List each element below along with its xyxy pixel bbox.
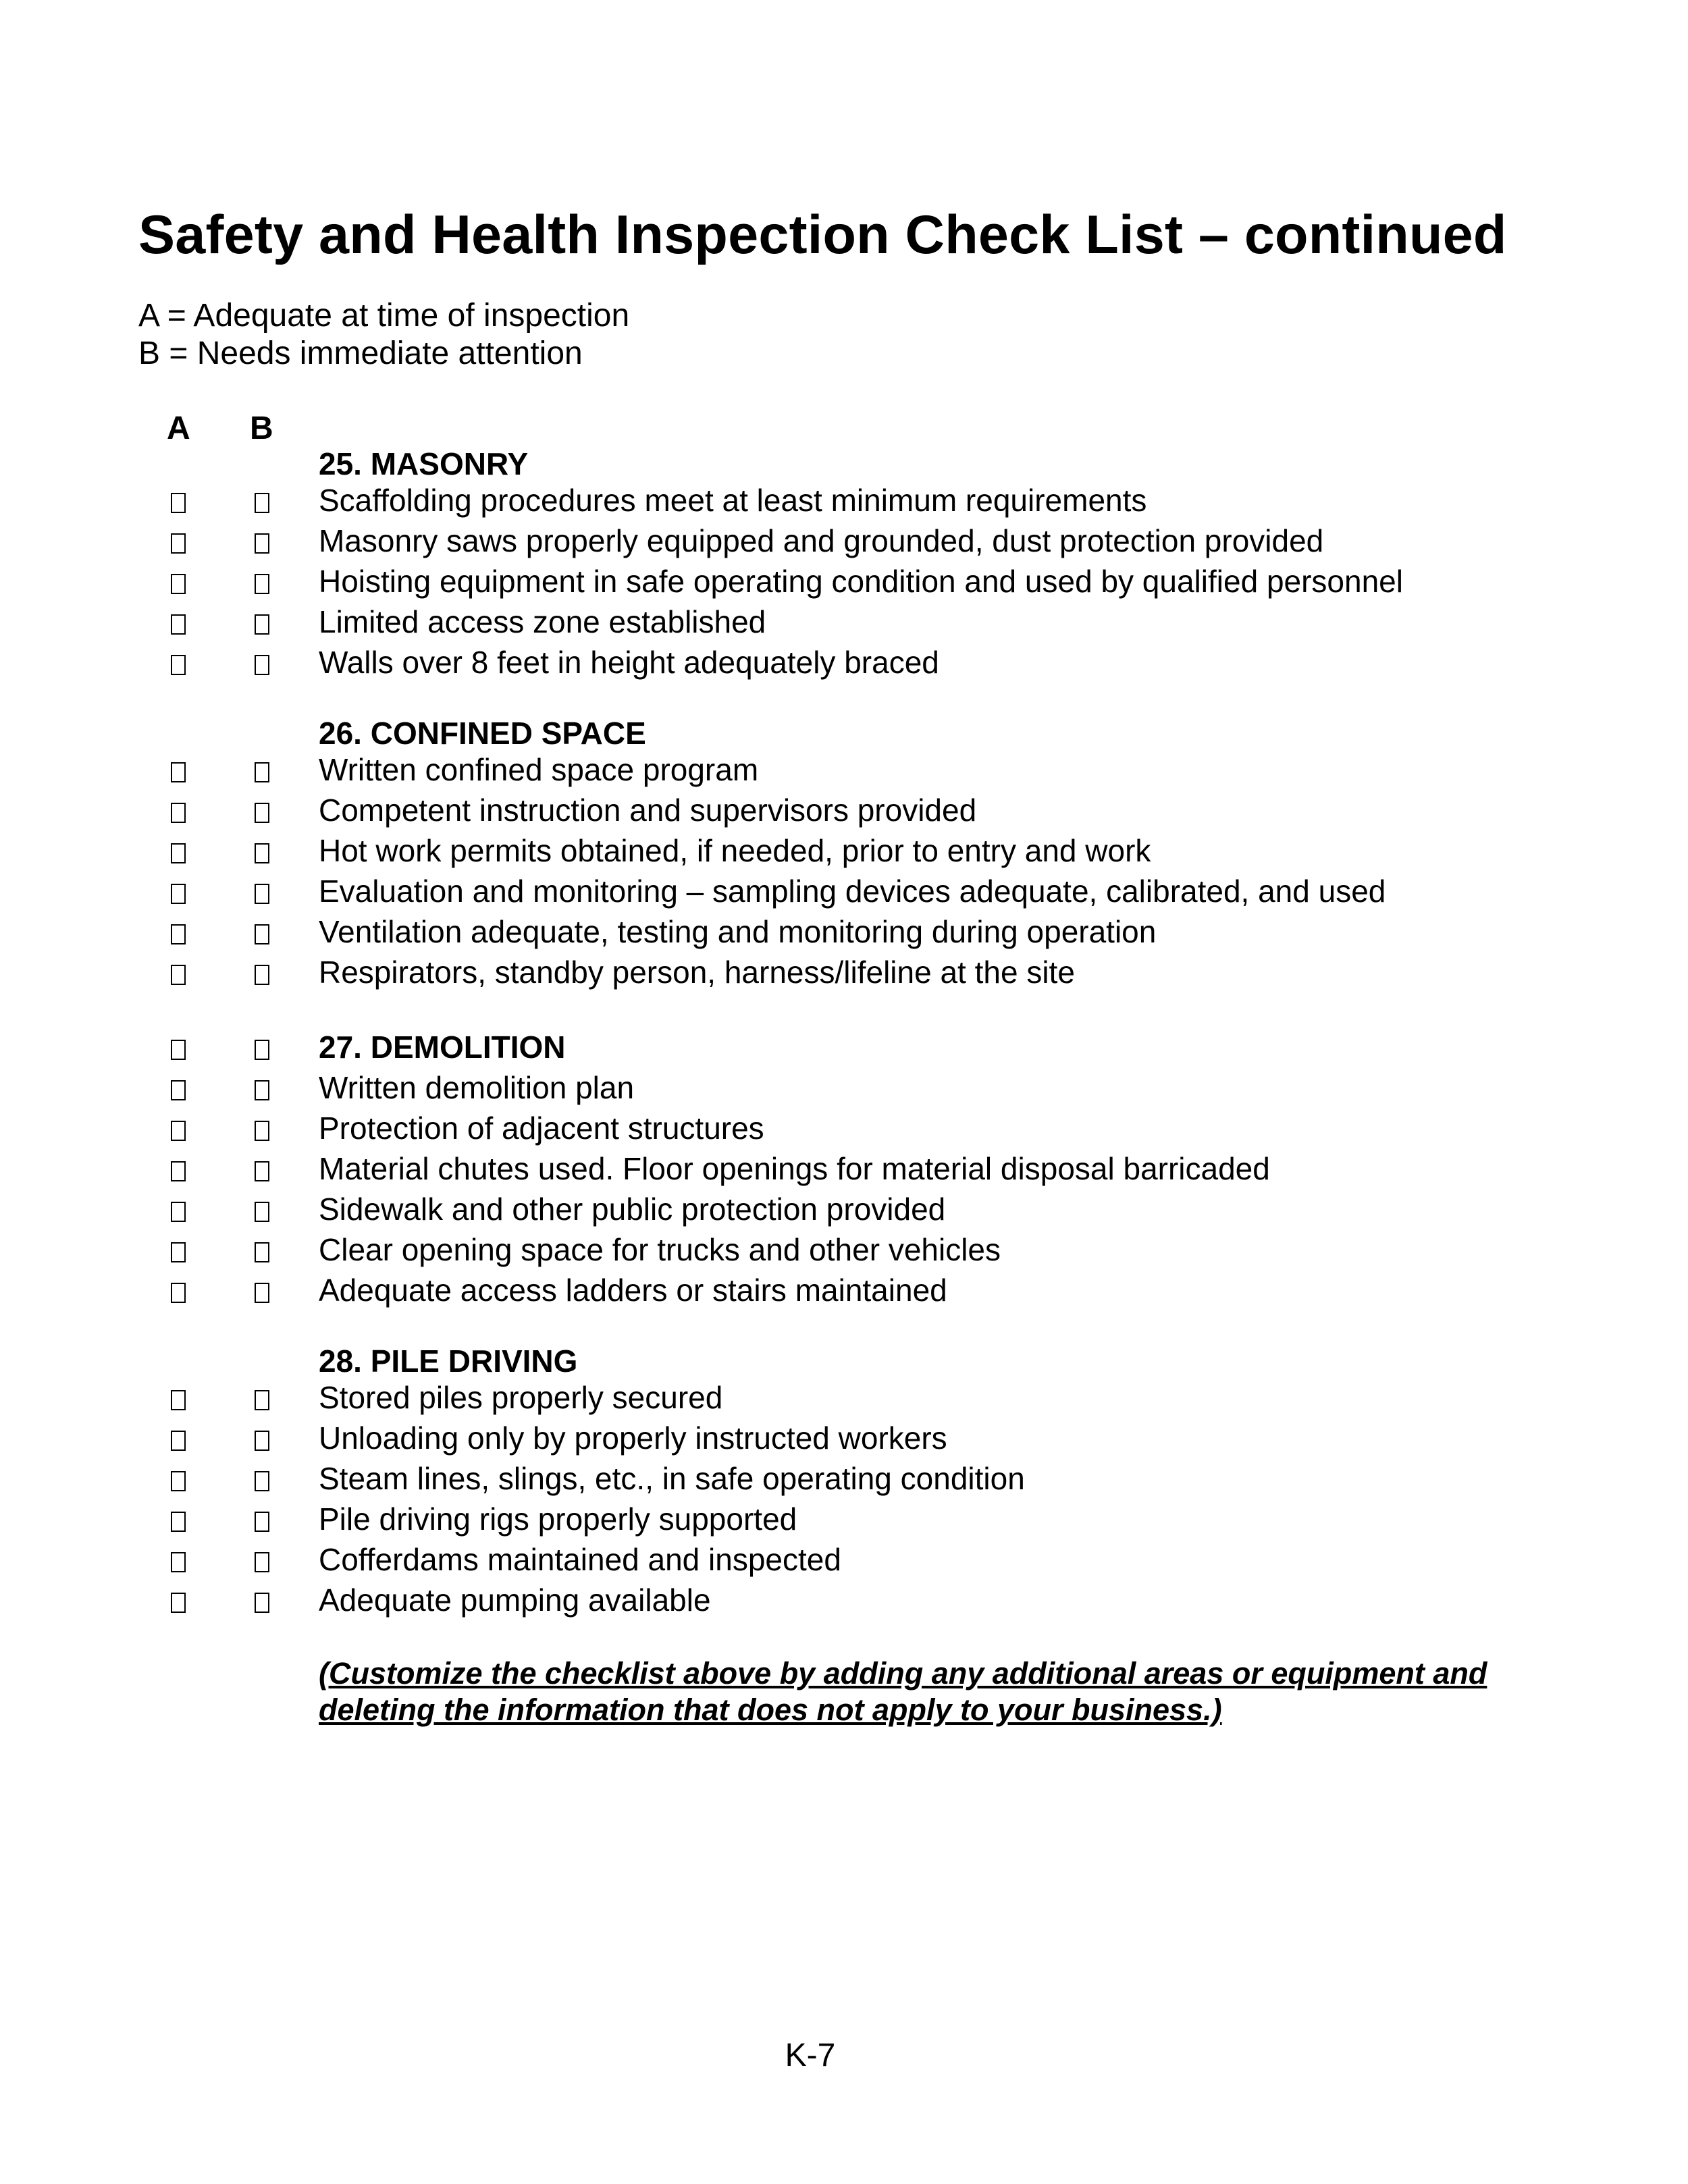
- checklist-item: [0, 1270, 1688, 1310]
- checkbox-b[interactable]: [255, 1471, 269, 1491]
- checklist-section: [0, 1345, 1688, 1620]
- legend-a: A = Adequate at time of inspection: [138, 298, 630, 334]
- checklist: [0, 448, 1688, 1655]
- checklist-item: [0, 790, 1688, 830]
- column-headers: [0, 408, 1688, 449]
- checkbox-b[interactable]: [255, 1283, 269, 1303]
- checklist-section: [0, 717, 1688, 992]
- checklist-section: [0, 1027, 1688, 1310]
- checkbox-b[interactable]: [255, 614, 269, 635]
- checklist-item-label: Material chutes used. Floor openings for material disposal barricaded: [319, 1151, 1270, 1186]
- checkbox-b[interactable]: [255, 1202, 269, 1222]
- checklist-item: [0, 1189, 1688, 1229]
- section-heading: 28. PILE DRIVING: [319, 1343, 578, 1379]
- checkbox-b[interactable]: [255, 1161, 269, 1181]
- checkbox-a[interactable]: [171, 965, 186, 985]
- page-title: Safety and Health Inspection Check List – continued: [138, 205, 1507, 265]
- legend: [138, 297, 629, 373]
- checklist-item-label: Masonry saws properly equipped and grounded, dust protection provided: [319, 523, 1324, 558]
- checklist-section: [0, 448, 1688, 683]
- checklist-item-label: Written demolition plan: [319, 1070, 635, 1105]
- checklist-item-label: Protection of adjacent structures: [319, 1111, 764, 1146]
- checklist-item-label: Stored piles properly secured: [319, 1380, 723, 1415]
- checklist-item: [0, 952, 1688, 992]
- checklist-item-label: Written confined space program: [319, 752, 759, 787]
- checkbox-a[interactable]: [171, 655, 186, 675]
- section-heading-row: [0, 717, 1688, 749]
- checkbox-b[interactable]: [255, 493, 269, 513]
- checklist-item-label: Evaluation and monitoring – sampling devices adequate, calibrated, and used: [319, 874, 1386, 909]
- checklist-item: [0, 1418, 1688, 1458]
- section-heading: 27. DEMOLITION: [319, 1030, 566, 1065]
- section-heading-row: [0, 1027, 1688, 1067]
- checkbox-a[interactable]: [171, 1121, 186, 1141]
- checklist-item: [0, 1148, 1688, 1189]
- checklist-item-label: Adequate access ladders or stairs maintained: [319, 1273, 947, 1308]
- checkbox-b[interactable]: [255, 924, 269, 944]
- checklist-item-label: Clear opening space for trucks and other vehicles: [319, 1232, 1001, 1267]
- checkbox-a[interactable]: [171, 1040, 186, 1060]
- checkbox-b[interactable]: [255, 574, 269, 594]
- checkbox-a[interactable]: [171, 1552, 186, 1572]
- checklist-item: [0, 1580, 1688, 1620]
- checkbox-b[interactable]: [255, 965, 269, 985]
- checklist-item-label: Cofferdams maintained and inspected: [319, 1542, 841, 1577]
- checklist-item: [0, 1229, 1688, 1270]
- checkbox-a[interactable]: [171, 533, 186, 554]
- checklist-item: [0, 1067, 1688, 1108]
- checklist-item-label: Walls over 8 feet in height adequately braced: [319, 645, 939, 680]
- checklist-item-label: Hot work permits obtained, if needed, prior to entry and work: [319, 833, 1151, 868]
- checkbox-a[interactable]: [171, 1080, 186, 1100]
- section-heading: 25. MASONRY: [319, 446, 529, 481]
- checklist-item-label: Hoisting equipment in safe operating condition and used by qualified personnel: [319, 564, 1403, 599]
- checkbox-b[interactable]: [255, 1080, 269, 1100]
- checkbox-b[interactable]: [255, 1552, 269, 1572]
- checkbox-b[interactable]: [255, 1040, 269, 1060]
- checklist-item-label: Respirators, standby person, harness/lifeline at the site: [319, 955, 1075, 990]
- checkbox-b[interactable]: [255, 655, 269, 675]
- checklist-item: [0, 911, 1688, 952]
- checkbox-b[interactable]: [255, 1121, 269, 1141]
- checklist-item: [0, 561, 1688, 602]
- checklist-item: [0, 521, 1688, 561]
- checkbox-a[interactable]: [171, 574, 186, 594]
- checkbox-a[interactable]: [171, 1593, 186, 1613]
- checkbox-b[interactable]: [255, 1593, 269, 1613]
- checkbox-a[interactable]: [171, 1242, 186, 1262]
- checkbox-b[interactable]: [255, 533, 269, 554]
- checkbox-a[interactable]: [171, 762, 186, 782]
- checkbox-a[interactable]: [171, 1431, 186, 1451]
- checklist-item-label: Limited access zone established: [319, 604, 766, 639]
- checkbox-a[interactable]: [171, 1512, 186, 1532]
- checkbox-a[interactable]: [171, 1202, 186, 1222]
- checkbox-b[interactable]: [255, 1512, 269, 1532]
- checklist-item: [0, 871, 1688, 911]
- checkbox-a[interactable]: [171, 1390, 186, 1410]
- section-heading: 26. CONFINED SPACE: [319, 716, 646, 751]
- column-header-a: A: [167, 410, 190, 446]
- checkbox-b[interactable]: [255, 884, 269, 904]
- checklist-item-label: Steam lines, slings, etc., in safe operating condition: [319, 1461, 1025, 1496]
- checklist-item: [0, 749, 1688, 790]
- checkbox-b[interactable]: [255, 1390, 269, 1410]
- checklist-item: [0, 480, 1688, 521]
- checklist-item: [0, 1499, 1688, 1539]
- checklist-item: [0, 1108, 1688, 1148]
- page-number: K-7: [785, 2037, 836, 2073]
- checklist-item: [0, 602, 1688, 642]
- checkbox-a[interactable]: [171, 614, 186, 635]
- checkbox-a[interactable]: [171, 1283, 186, 1303]
- checkbox-a[interactable]: [171, 1471, 186, 1491]
- checkbox-b[interactable]: [255, 803, 269, 823]
- checkbox-a[interactable]: [171, 843, 186, 863]
- checkbox-a[interactable]: [171, 803, 186, 823]
- checklist-item-label: Competent instruction and supervisors provided: [319, 793, 977, 828]
- checklist-item: [0, 1377, 1688, 1418]
- section-heading-row: [0, 448, 1688, 480]
- checklist-item-label: Unloading only by properly instructed workers: [319, 1420, 947, 1456]
- section-heading-row: [0, 1345, 1688, 1377]
- checklist-item-label: Pile driving rigs properly supported: [319, 1501, 797, 1537]
- checkbox-b[interactable]: [255, 1242, 269, 1262]
- checkbox-b[interactable]: [255, 843, 269, 863]
- checkbox-b[interactable]: [255, 762, 269, 782]
- checklist-item-label: Ventilation adequate, testing and monitoring during operation: [319, 914, 1157, 949]
- checkbox-b[interactable]: [255, 1431, 269, 1451]
- checkbox-a[interactable]: [171, 1161, 186, 1181]
- legend-b: B = Needs immediate attention: [138, 336, 583, 371]
- checklist-item: [0, 830, 1688, 871]
- customize-note: (Customize the checklist above by adding any additional areas or equipment and deleting the information that does not apply to your business.): [319, 1656, 1487, 1727]
- checklist-item: [0, 1458, 1688, 1499]
- checklist-item-label: Adequate pumping available: [319, 1582, 711, 1618]
- checkbox-a[interactable]: [171, 884, 186, 904]
- column-header-b: B: [250, 410, 273, 446]
- checklist-item-label: Sidewalk and other public protection provided: [319, 1192, 946, 1227]
- checklist-item-label: Scaffolding procedures meet at least minimum requirements: [319, 483, 1147, 518]
- checklist-item: [0, 1539, 1688, 1580]
- checklist-item: [0, 642, 1688, 683]
- checkbox-a[interactable]: [171, 493, 186, 513]
- checkbox-a[interactable]: [171, 924, 186, 944]
